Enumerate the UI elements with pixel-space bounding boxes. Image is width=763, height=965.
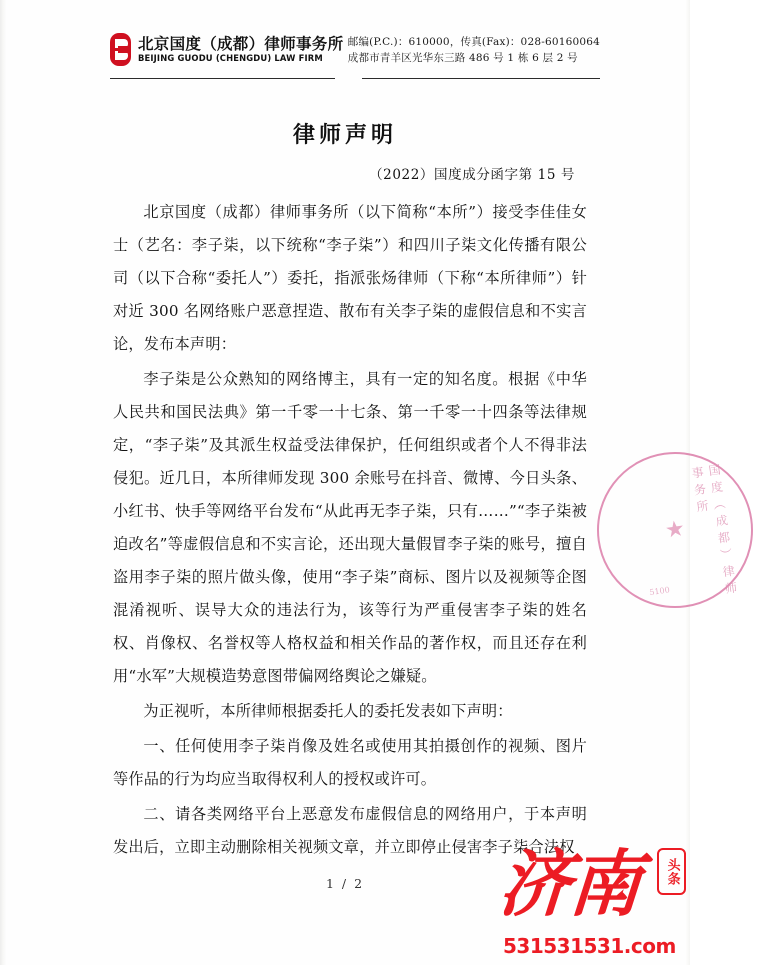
firm-name-cn: 北京国度（成都）律师事务所	[138, 34, 344, 53]
letterhead-rule-right	[362, 78, 600, 79]
source-watermark	[496, 841, 690, 965]
letterhead-contact-block	[348, 33, 600, 67]
firm-name-en: BEIJING GUODU (CHENGDU) LAW FIRM	[138, 53, 323, 64]
watermark-url: 531531531.com	[503, 934, 676, 958]
firm-name-block	[138, 36, 343, 64]
official-seal-stamp	[587, 442, 763, 618]
body-paragraph: 李子柒是公众熟知的网络博主，具有一定的知名度。根据《中华人民共和国民法典》第一千零一十七条、第一千零一十四条等法律规定，“李子柒”及其派生权益受法律保护，任何组织或者个人不得非法侵犯。近几日，本所律师发现 300 余账号在抖音、微博、今日头条、小红书、快手等网络平台发布“从此再无李子柒，只有……”“李子柒被迫改名”等虚假信息和不实言论，还出现大量假冒李子柒的账号，擅自盗用李子柒的照片做头像，使用“李子柒”商标、图片以及视频等企图混淆视听、误导大众的违法行为，该等行为严重侵害李子柒的姓名权、肖像权、名誉权等人格权益和相关作品的著作权，而且还存在利用“水军”大规模造势意图带偏网络舆论之嫌疑。	[113, 370, 587, 685]
page-indicator: 1 / 2	[325, 876, 365, 891]
declaration-item-1: 一、任何使用李子柒肖像及姓名或使用其拍摄创作的视频、图片等作品的行为均应当取得权利人的授权或许可。	[113, 737, 587, 788]
firm-logo-icon	[110, 33, 131, 66]
watermark-brand-cn: 济南	[496, 841, 643, 926]
contact-postal-fax: 邮编(P.C.)：610000，传真(Fax)：028-60160064	[347, 36, 600, 48]
watermark-badge: 头条	[657, 848, 686, 895]
seal-text: 国度（成都）律师事务所	[689, 463, 740, 600]
letterhead-rule-left	[110, 78, 335, 79]
document-number: （2022）国度成分函字第 15 号	[369, 167, 575, 183]
seal-number: 5100	[648, 585, 671, 598]
letterhead	[110, 33, 600, 67]
contact-address: 成都市青羊区光华东三路 486 号 1 栋 6 层 2 号	[347, 51, 578, 64]
body-paragraph: 北京国度（成都）律师事务所（以下简称“本所”）接受李佳佳女士（艺名：李子柒，以下统称“李子柒”）和四川子柒文化传播有限公司（以下合称“委托人”）委托，指派张炀律师（下称“本所律师”）针对近 300 名网络账户恶意捏造、散布有关李子柒的虚假信息和不实言论，发布本声明：	[113, 203, 587, 353]
page-title: 律师声明	[292, 122, 397, 148]
body-paragraph: 为正视听，本所律师根据委托人的委托发表如下声明：	[143, 702, 513, 720]
seal-star-icon: ★	[663, 516, 687, 544]
document-body	[113, 196, 587, 866]
letterhead-firm-block	[110, 33, 343, 66]
declaration-item-2: 二、请各类网络平台上恶意发布虚假信息的网络用户，于本声明发出后，立即主动删除相关视频文章，并立即停止侵害李子柒合法权	[113, 805, 587, 856]
